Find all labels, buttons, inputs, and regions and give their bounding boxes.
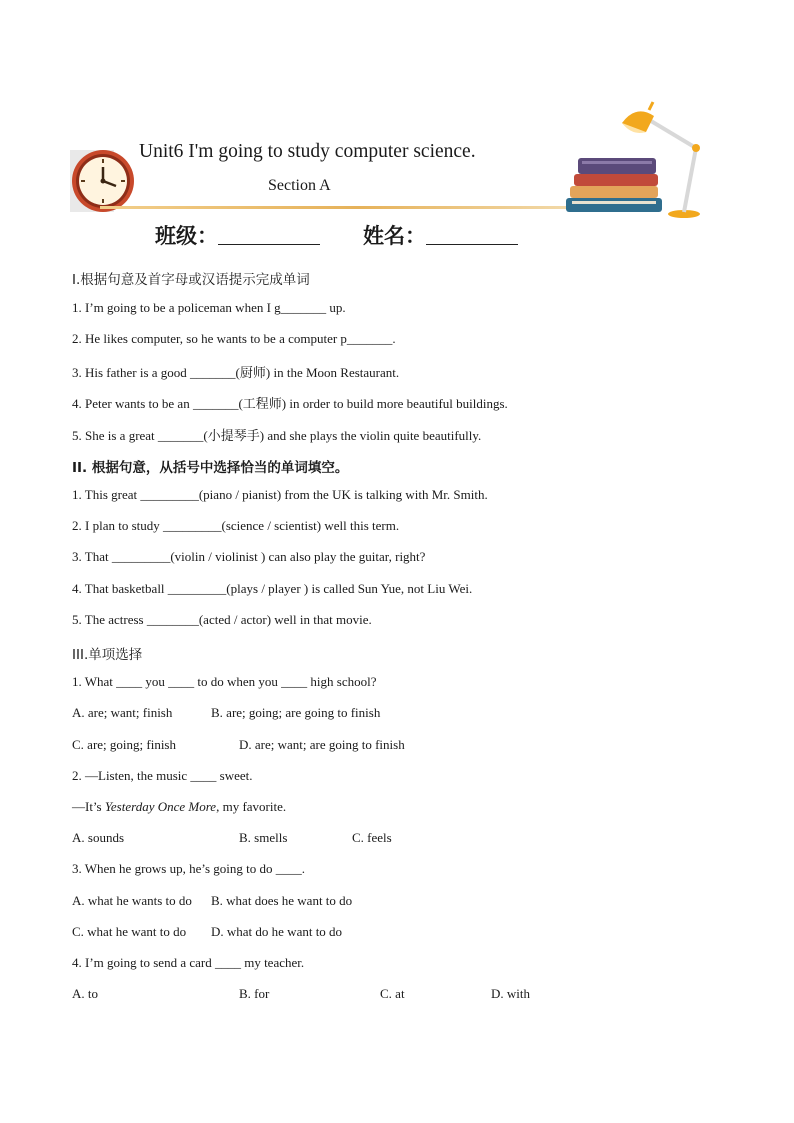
section-3-heading: III.单项选择 — [72, 647, 143, 663]
q3-stem: 3. When he grows up, he’s going to do ____. — [72, 861, 306, 876]
s1-item-2: 2. He likes computer, so he wants to be a computer p_______. — [72, 331, 396, 346]
q4-option-c[interactable]: C. at — [380, 986, 405, 1001]
name-field — [363, 220, 518, 250]
q1-stem: 1. What ____ you ____ to do when you ____ high school? — [72, 674, 377, 689]
s1-item-4: 4. Peter wants to be an _______(工程师) in order to build more beautiful buildings. — [72, 396, 508, 411]
s1-item-3: 3. His father is a good _______(厨师) in the Moon Restaurant. — [72, 365, 400, 380]
q2-option-c[interactable]: C. feels — [352, 830, 392, 845]
s2-item-3: 3. That _________(violin / violinist ) can also play the guitar, right? — [72, 549, 426, 564]
page-subtitle: Section A — [268, 177, 331, 194]
q2-line2 — [72, 799, 286, 815]
q2-option-b[interactable]: B. smells — [239, 830, 288, 845]
books-lamp-icon — [566, 98, 712, 222]
s2-item-2: 2. I plan to study _________(science / scientist) well this term. — [72, 518, 400, 533]
q1-option-a[interactable]: A. are; want; finish — [72, 705, 173, 720]
q1-option-c[interactable]: C. are; going; finish — [72, 737, 176, 752]
q4-option-d[interactable]: D. with — [491, 986, 530, 1001]
name-label: 姓名： — [363, 224, 426, 248]
q3-option-c[interactable]: C. what he want to do — [72, 924, 187, 939]
s2-item-1: 1. This great _________(piano / pianist) from the UK is talking with Mr. Smith. — [72, 487, 488, 502]
class-blank[interactable] — [218, 224, 320, 245]
q3-option-b[interactable]: B. what does he want to do — [211, 893, 353, 908]
q2-stem: 2. —Listen, the music ____ sweet. — [72, 768, 253, 783]
s2-item-5: 5. The actress ________(acted / actor) well in that movie. — [72, 612, 372, 627]
q2-line2-prefix: —It’s — [72, 799, 105, 814]
s1-item-1: 1. I’m going to be a policeman when I g_______ up. — [72, 300, 346, 315]
s2-item-4: 4. That basketball _________(plays / player ) is called Sun Yue, not Liu Wei. — [72, 581, 473, 596]
header-divider — [100, 206, 568, 209]
q2-line2-suffix: , my favorite. — [216, 799, 287, 814]
class-field — [155, 220, 320, 250]
q1-option-d[interactable]: D. are; want; are going to finish — [239, 737, 405, 752]
q2-option-a[interactable]: A. sounds — [72, 830, 125, 845]
clock-icon — [68, 148, 138, 214]
class-label: 班级： — [155, 224, 218, 248]
q4-stem: 4. I’m going to send a card ____ my teacher. — [72, 955, 305, 970]
q4-option-b[interactable]: B. for — [239, 986, 270, 1001]
q2-song-title: Yesterday Once More — [104, 799, 217, 814]
q4-option-a[interactable]: A. to — [72, 986, 98, 1001]
q3-option-a[interactable]: A. what he wants to do — [72, 893, 192, 908]
q1-option-b[interactable]: B. are; going; are going to finish — [211, 705, 381, 720]
name-blank[interactable] — [426, 224, 518, 245]
section-1-heading: I.根据句意及首字母或汉语提示完成单词 — [72, 272, 310, 288]
section-2-heading: II. 根据句意，从括号中选择恰当的单词填空。 — [72, 460, 349, 476]
page-title: Unit6 I'm going to study computer science. — [139, 141, 476, 162]
s1-item-5: 5. She is a great _______(小提琴手) and she plays the violin quite beautifully. — [72, 428, 482, 443]
q3-option-d[interactable]: D. what do he want to do — [211, 924, 343, 939]
